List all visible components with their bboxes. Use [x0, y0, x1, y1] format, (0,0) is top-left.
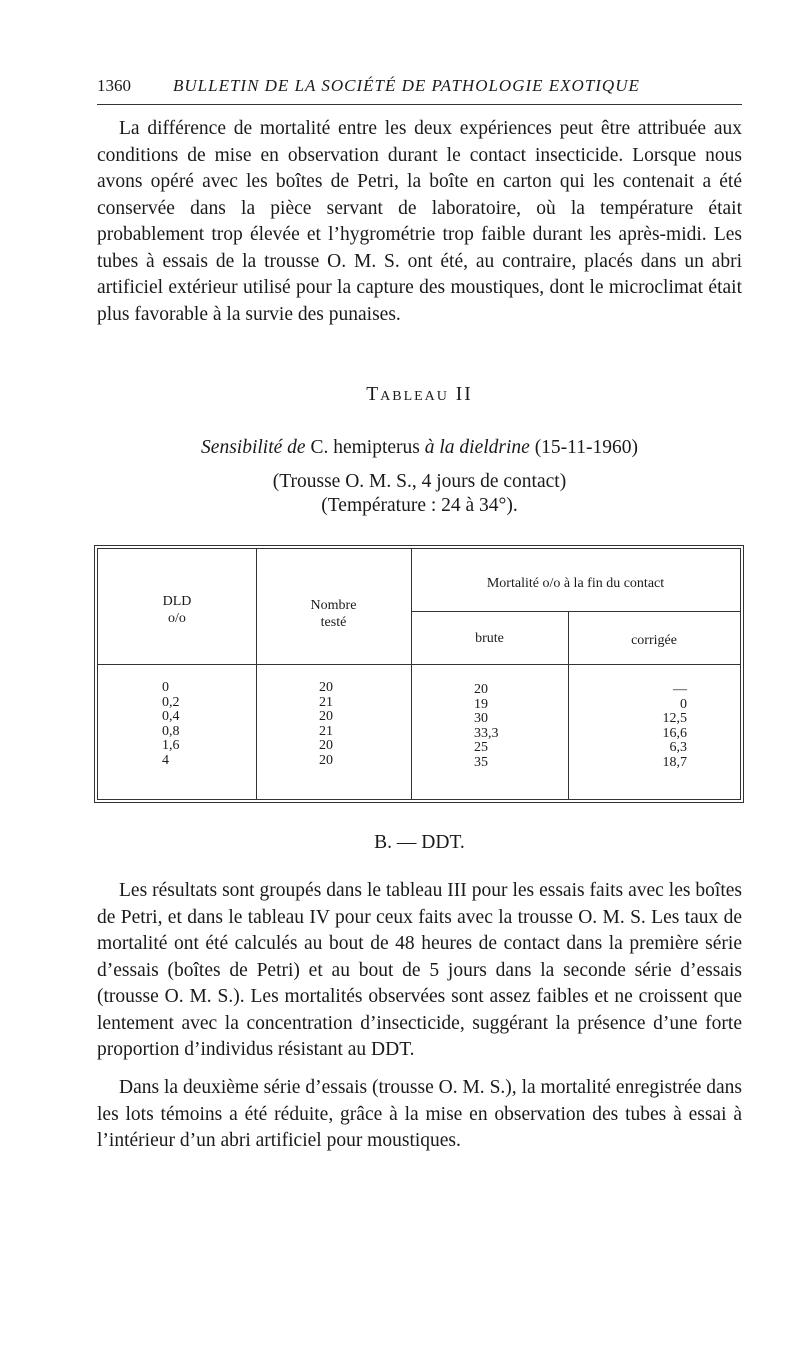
cell: 30	[474, 711, 488, 726]
header-dld: DLD o/o	[162, 594, 192, 626]
header-nombre: Nombre testé	[310, 598, 357, 630]
page-header	[97, 74, 742, 105]
data-table	[97, 548, 741, 800]
table-hrule	[98, 664, 740, 665]
cell: 21	[319, 694, 333, 710]
column-dld	[162, 681, 180, 768]
section-heading: B. — DDT.	[374, 832, 465, 853]
table-title: Tableau II	[366, 384, 473, 405]
table-caption	[97, 437, 742, 459]
caption-italic-2: à la dieldrine	[424, 437, 530, 458]
cell: 35	[474, 754, 488, 770]
cell: —	[673, 682, 687, 697]
header-brute: brute	[475, 631, 504, 646]
paragraph-2: Les résultats sont groupés dans le tableau III pour les essais faits avec les boîtes de Petri, et dans le tableau IV pour ceux faits avec la trousse O. M. S. Les taux de mortalité ont été calculés au bout de 48 heures de contact dans la première série d’essais (boîtes de Petri) et au bout de 5 jours dans la seconde série d’essais (trousse O. M. S.). Les mortalités observées sont assez faibles et ne croissent que lentement avec la concentration d’insecticide, suggérant la présence d’une forte proportion d’individus résistant au DDT.	[97, 880, 742, 1060]
cell: 20	[319, 680, 333, 695]
cell: 33,3	[474, 725, 499, 741]
table-subcaption-1: (Trousse O. M. S., 4 jours de contact)	[272, 471, 567, 492]
cell: 20	[319, 709, 333, 724]
cell: 20	[319, 752, 333, 768]
cell: 4	[162, 752, 169, 768]
cell: 25	[474, 740, 488, 755]
table-subcaption-2: (Température : 24 à 34°).	[321, 495, 518, 516]
cell: 12,5	[662, 711, 687, 726]
cell: 6,3	[669, 740, 687, 755]
cell: 20	[319, 738, 333, 753]
page-number: 1360	[97, 76, 131, 95]
header-mortalite: Mortalité o/o à la fin du contact	[486, 576, 665, 591]
column-brute	[474, 683, 499, 770]
cell: 0,8	[162, 723, 180, 739]
column-corrigee	[641, 683, 687, 770]
header-corrigee: corrigée	[631, 633, 677, 648]
cell: 0,4	[162, 709, 180, 724]
cell: 20	[474, 682, 488, 697]
cell: 18,7	[662, 754, 687, 770]
cell: 1,6	[162, 738, 180, 753]
table-hrule	[411, 611, 740, 612]
cell: 21	[319, 723, 333, 739]
cell: 19	[474, 696, 488, 712]
column-nombre	[319, 681, 333, 768]
caption-species: C. hemipterus	[310, 437, 420, 458]
cell: 0	[680, 696, 687, 712]
cell: 0	[162, 680, 169, 695]
cell: 16,6	[662, 725, 687, 741]
table-vrule	[256, 549, 257, 799]
caption-italic-1: Sensibilité de	[201, 437, 306, 458]
cell: 0,2	[162, 694, 180, 710]
caption-date: (15-11-1960)	[534, 437, 638, 458]
paragraph-1: La différence de mortalité entre les deux expériences peut être attribuée aux conditions de mise en observation durant le contact insecticide. Lorsque nous avons opéré avec les boîtes de Petri, la boîte en carton qui les contenait a été conservée dans la pièce servant de laboratoire, où la température était probablement trop élevée et l’hygrométrie trop faible durant les après-midi. Les tubes à essais de la trousse O. M. S. ont été, au contraire, placés dans un abri artificiel extérieur utilisé pour la capture des moustiques, dont le microclimat était plus favorable à la survie des punaises.	[97, 118, 742, 325]
journal-title: BULLETIN DE LA SOCIÉTÉ DE PATHOLOGIE EXOTIQUE	[173, 76, 640, 95]
paragraph-3: Dans la deuxième série d’essais (trousse O. M. S.), la mortalité enregistrée dans les lots témoins a été réduite, grâce à la mise en observation des tubes à essai à l’intérieur d’un abri artificiel pour moustiques.	[97, 1077, 742, 1151]
